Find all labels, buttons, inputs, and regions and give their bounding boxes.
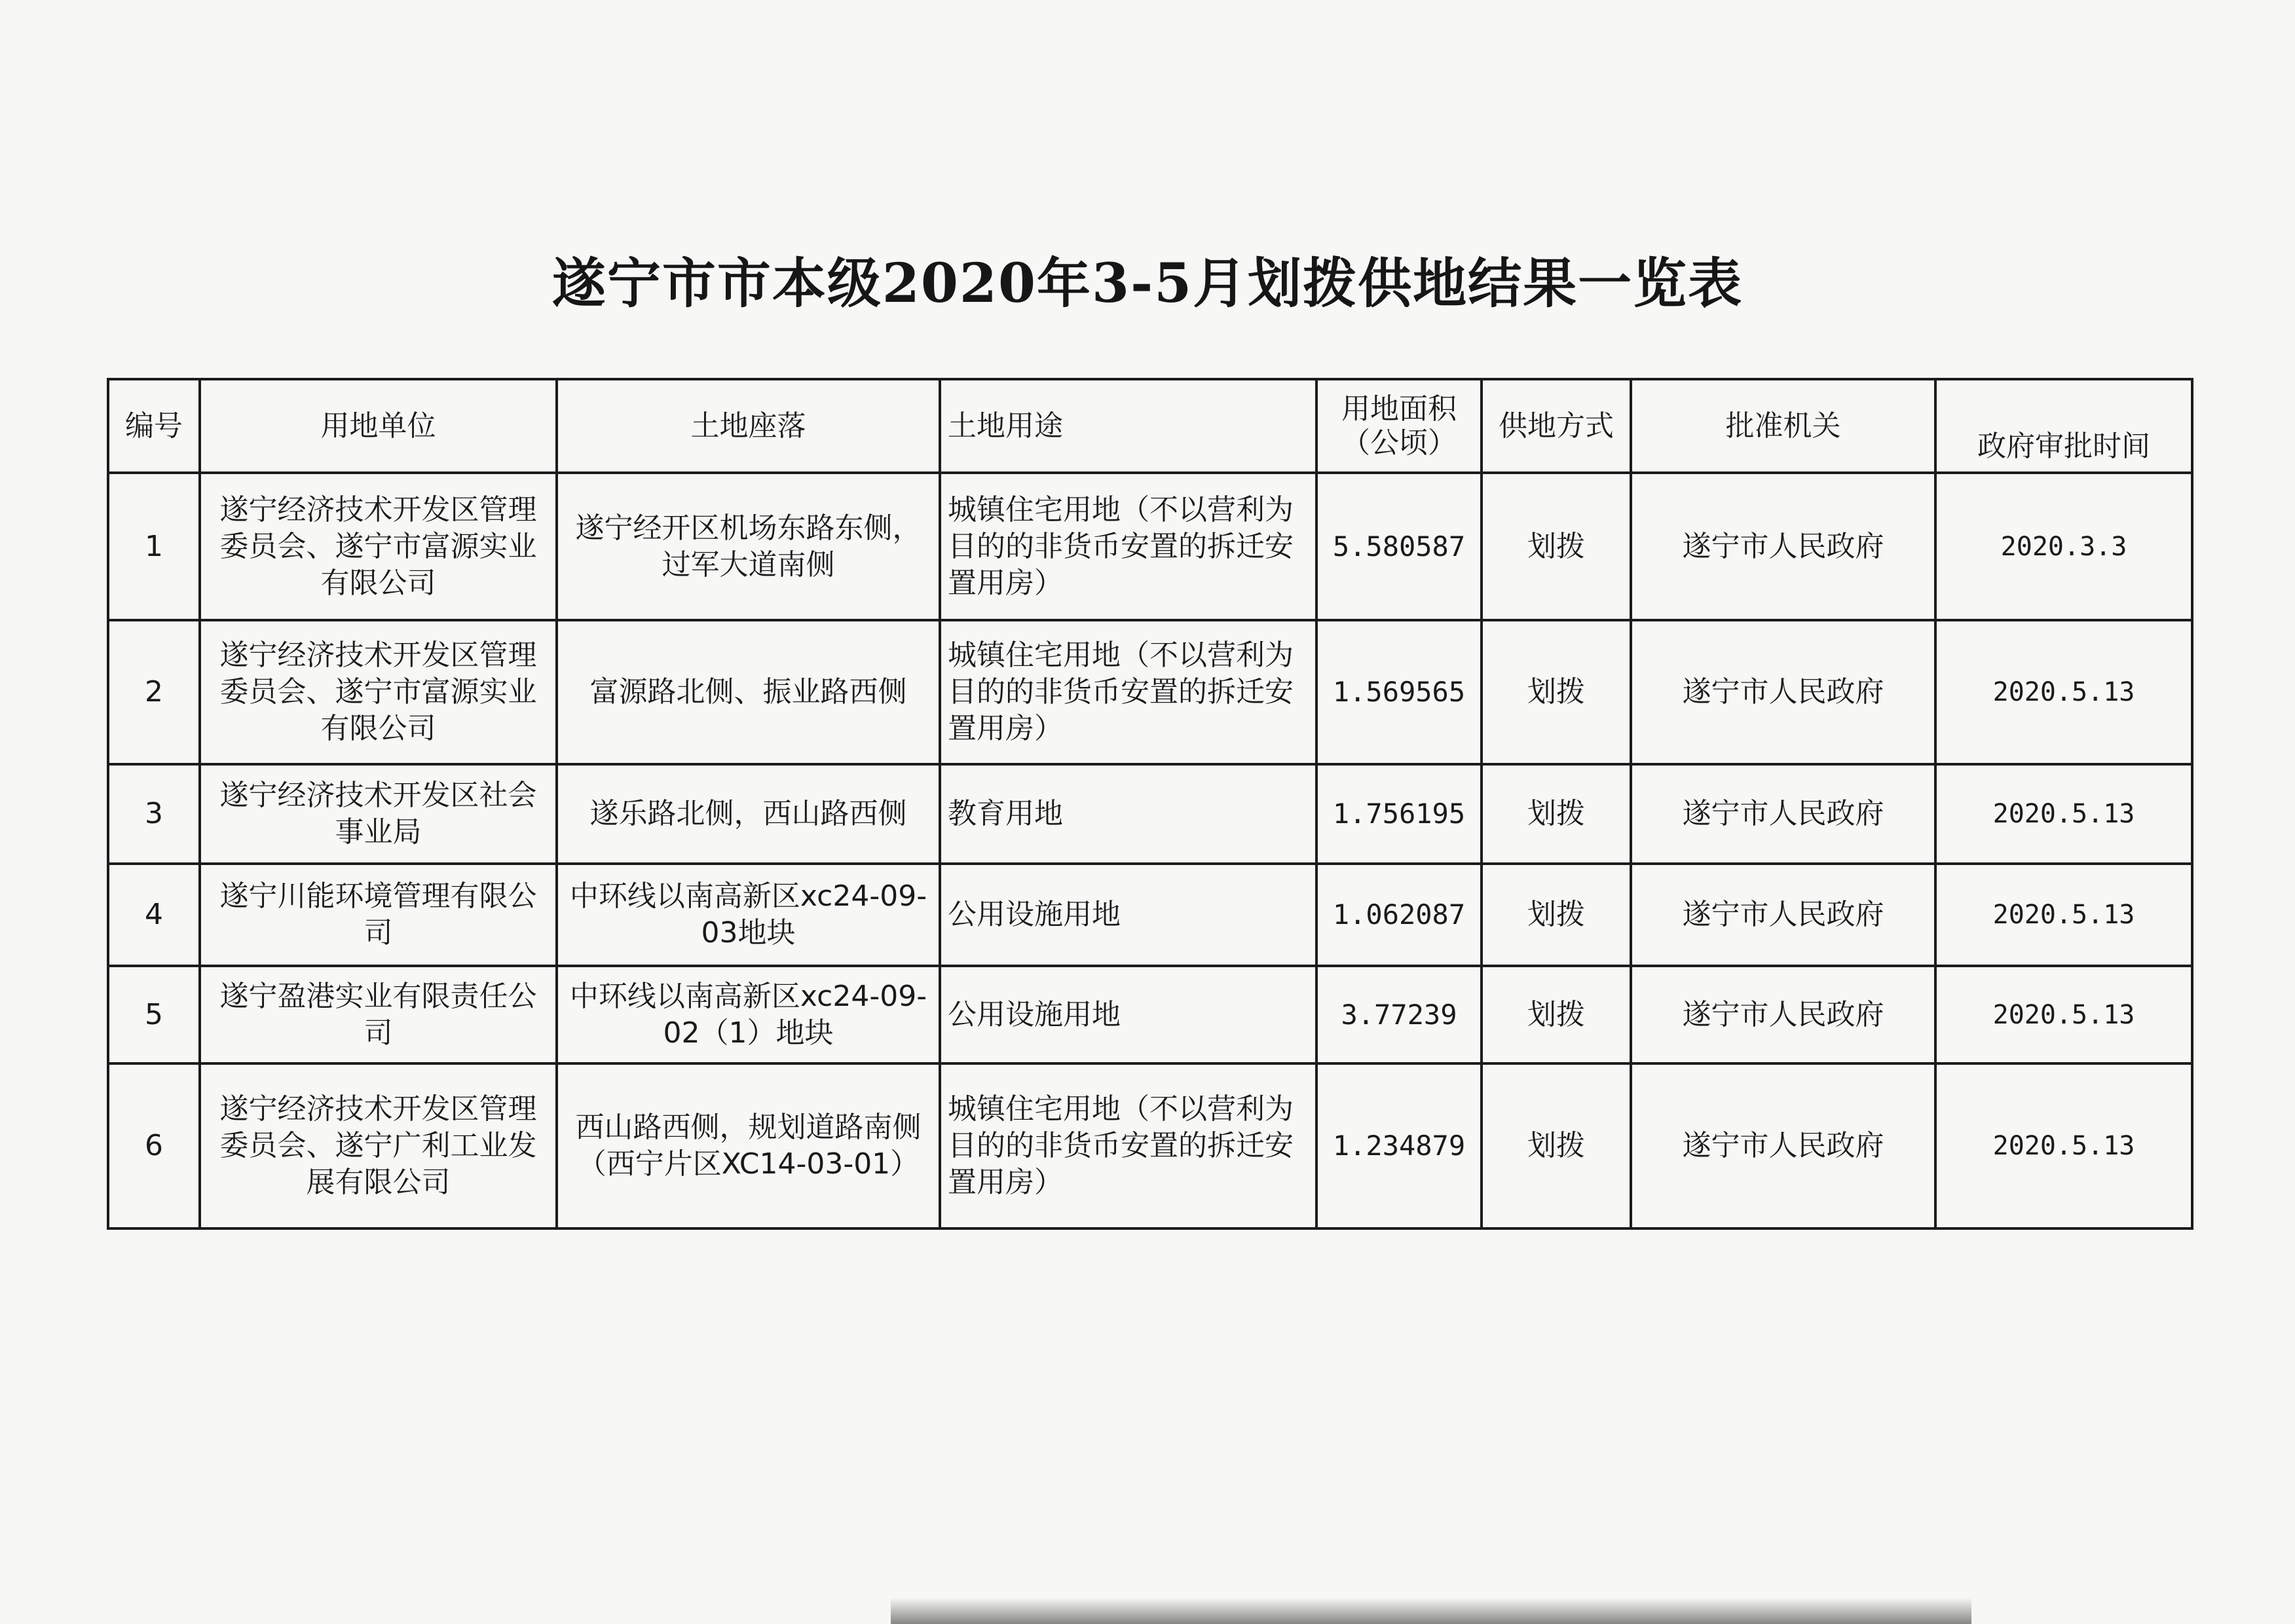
cell-unit-line: 事业局 [335,815,422,849]
cell-unit-line: 遂宁经济技术开发区管理 [219,1092,537,1126]
cell-use-line: 目的的非货币安置的拆迁安 [948,529,1294,563]
cell-unit-line: 委员会、遂宁市富源实业 [219,675,537,709]
cell-authority: 遂宁市人民政府 [1631,764,1935,864]
cell-unit [200,620,557,764]
cell-number: 1 [108,473,200,620]
cell-location-line: 中环线以南高新区xc24-09- [569,879,927,913]
cell-unit-line: 有限公司 [320,566,436,600]
cell-unit-line: 遂宁川能环境管理有限公 [219,879,537,913]
cell-unit-line: 遂宁经济技术开发区管理 [219,638,537,672]
cell-approval-date: 2020.5.13 [1935,1063,2192,1228]
cell-approval-date: 2020.5.13 [1935,966,2192,1063]
cell-method: 划拨 [1482,473,1631,620]
cell-location [557,966,940,1063]
cell-area: 1.062087 [1316,864,1482,966]
cell-area: 1.569565 [1316,620,1482,764]
cell-location [557,1063,940,1228]
cell-unit [200,966,557,1063]
header-unit: 用地单位 [200,379,557,473]
cell-authority: 遂宁市人民政府 [1631,864,1935,966]
cell-use [940,864,1316,966]
cell-location [557,473,940,620]
cell-use-line: 城镇住宅用地（不以营利为 [948,638,1294,672]
cell-location-line: 遂乐路北侧，西山路西侧 [589,797,907,830]
cell-location-line: 遂宁经开区机场东路东侧， [575,511,922,545]
cell-use [940,1063,1316,1228]
cell-number: 5 [108,966,200,1063]
cell-location [557,864,940,966]
cell-unit-line: 展有限公司 [306,1166,451,1199]
cell-method: 划拨 [1482,764,1631,864]
header-number: 编号 [108,379,200,473]
cell-unit-line: 委员会、遂宁广利工业发 [219,1129,537,1162]
table-row [108,473,2192,620]
cell-use-line: 置用房） [948,1166,1063,1199]
cell-use [940,473,1316,620]
cell-method: 划拨 [1482,864,1631,966]
scan-edge-shadow [891,1598,1971,1624]
cell-use [940,966,1316,1063]
land-allocation-table [107,378,2193,1230]
cell-unit [200,473,557,620]
header-area [1316,379,1482,473]
cell-number: 3 [108,764,200,864]
table-row [108,864,2192,966]
cell-use-line: 教育用地 [948,797,1063,830]
header-area-line1: 用地面积 [1341,392,1457,426]
cell-unit [200,864,557,966]
header-location: 土地座落 [557,379,940,473]
cell-area: 5.580587 [1316,473,1482,620]
cell-authority: 遂宁市人民政府 [1631,1063,1935,1228]
header-use: 土地用途 [940,379,1316,473]
cell-location-line: 富源路北侧、振业路西侧 [589,675,907,709]
cell-use-line: 目的的非货币安置的拆迁安 [948,1129,1294,1162]
cell-number: 2 [108,620,200,764]
header-method: 供地方式 [1482,379,1631,473]
cell-location-line: 02（1）地块 [663,1016,834,1050]
cell-use-line: 目的的非货币安置的拆迁安 [948,675,1294,709]
cell-location-line: 中环线以南高新区xc24-09- [569,979,927,1013]
cell-approval-date: 2020.3.3 [1935,473,2192,620]
cell-approval-date: 2020.5.13 [1935,764,2192,864]
cell-method: 划拨 [1482,1063,1631,1228]
cell-unit [200,764,557,864]
cell-use-line: 公用设施用地 [948,898,1121,931]
cell-unit-line: 委员会、遂宁市富源实业 [219,529,537,563]
cell-use [940,620,1316,764]
cell-authority: 遂宁市人民政府 [1631,966,1935,1063]
cell-area: 3.77239 [1316,966,1482,1063]
table-row [108,620,2192,764]
cell-use-line: 城镇住宅用地（不以营利为 [948,492,1294,526]
cell-location [557,620,940,764]
cell-use-line: 公用设施用地 [948,997,1121,1031]
cell-authority: 遂宁市人民政府 [1631,620,1935,764]
cell-number: 6 [108,1063,200,1228]
cell-method: 划拨 [1482,966,1631,1063]
cell-method: 划拨 [1482,620,1631,764]
cell-use [940,764,1316,864]
cell-area: 1.756195 [1316,764,1482,864]
page-title: 遂宁市市本级2020年3-5月划拨供地结果一览表 [551,252,1744,315]
cell-unit-line: 遂宁经济技术开发区社会 [219,779,537,812]
cell-location-line: 03地块 [701,916,796,950]
cell-location-line: 西山路西侧，规划道路南侧 [575,1111,922,1144]
header-area-line2: （公顷） [1341,426,1457,460]
cell-unit-line: 遂宁经济技术开发区管理 [219,492,537,526]
cell-unit-line: 司 [364,916,393,950]
cell-location [557,764,940,864]
cell-unit-line: 司 [364,1016,393,1050]
cell-location-line: 过军大道南侧 [662,547,835,581]
table-row [108,966,2192,1063]
table-row [108,764,2192,864]
cell-authority: 遂宁市人民政府 [1631,473,1935,620]
cell-location-line: （西宁片区XC14-03-01） [577,1147,920,1181]
cell-number: 4 [108,864,200,966]
land-allocation-table-container [107,378,2191,1230]
header-approval-time: 政府审批时间 [1935,379,2192,473]
table-row [108,1063,2192,1228]
cell-use-line: 置用房） [948,712,1063,745]
cell-use-line: 城镇住宅用地（不以营利为 [948,1092,1294,1126]
cell-area: 1.234879 [1316,1063,1482,1228]
table-header-row [108,379,2192,473]
cell-approval-date: 2020.5.13 [1935,620,2192,764]
cell-unit-line: 遂宁盈港实业有限责任公 [219,979,537,1013]
header-authority: 批准机关 [1631,379,1935,473]
cell-unit-line: 有限公司 [320,712,436,745]
cell-unit [200,1063,557,1228]
cell-use-line: 置用房） [948,566,1063,600]
cell-approval-date: 2020.5.13 [1935,864,2192,966]
